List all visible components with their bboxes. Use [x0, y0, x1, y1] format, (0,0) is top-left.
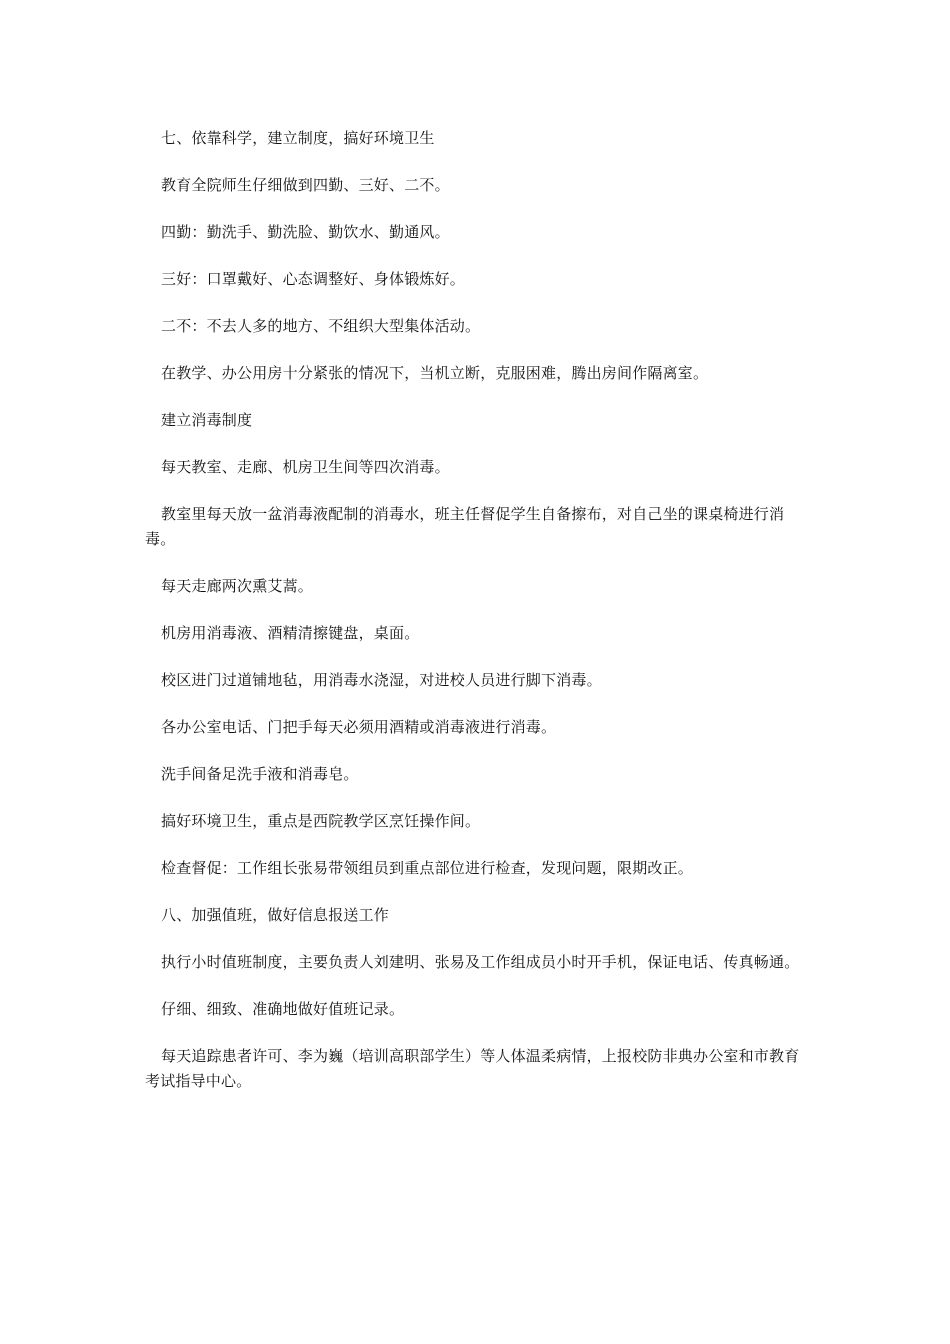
paragraph: 四勤：勤洗手、勤洗脸、勤饮水、勤通风。 — [161, 223, 450, 241]
paragraph: 教育全院师生仔细做到四勤、三好、二不。 — [161, 176, 450, 194]
section-heading-8: 八、加强值班，做好信息报送工作 — [161, 906, 390, 924]
paragraph: 校区进门过道铺地毡，用消毒水浇湿，对进校人员进行脚下消毒。 — [161, 671, 602, 689]
paragraph: 每天走廊两次熏艾蒿。 — [161, 577, 314, 595]
paragraph: 搞好环境卫生，重点是西院教学区烹饪操作间。 — [161, 812, 481, 830]
paragraph: 仔细、细致、准确地做好值班记录。 — [161, 1000, 405, 1018]
paragraph: 三好：口罩戴好、心态调整好、身体锻炼好。 — [161, 270, 466, 288]
paragraph: 各办公室电话、门把手每天必须用酒精或消毒液进行消毒。 — [161, 718, 557, 736]
paragraph: 洗手间备足洗手液和消毒皂。 — [161, 765, 359, 783]
section-heading-7: 七、依靠科学，建立制度，搞好环境卫生 — [161, 129, 435, 147]
paragraph: 教室里每天放一盆消毒液配制的消毒水，班主任督促学生自备擦布，对自己坐的课桌椅进行消毒。 — [145, 505, 785, 548]
paragraph: 执行小时值班制度，主要负责人刘建明、张易及工作组成员小时开手机，保证电话、传真畅通。 — [161, 953, 800, 971]
paragraph: 检查督促：工作组长张易带领组员到重点部位进行检查，发现问题，限期改正。 — [161, 859, 694, 877]
document-body — [145, 126, 805, 1116]
paragraph: 每天教室、走廊、机房卫生间等四次消毒。 — [161, 458, 450, 476]
paragraph: 在教学、办公用房十分紧张的情况下，当机立断，克服困难，腾出房间作隔离室。 — [161, 364, 709, 382]
paragraph: 机房用消毒液、酒精清擦键盘，桌面。 — [161, 624, 420, 642]
paragraph: 每天追踪患者许可、李为巍（培训高职部学生）等人体温柔病情，上报校防非典办公室和市教育考试指导中心。 — [145, 1047, 800, 1090]
paragraph: 二不：不去人多的地方、不组织大型集体活动。 — [161, 317, 481, 335]
subheading-disinfection: 建立消毒制度 — [161, 411, 253, 429]
